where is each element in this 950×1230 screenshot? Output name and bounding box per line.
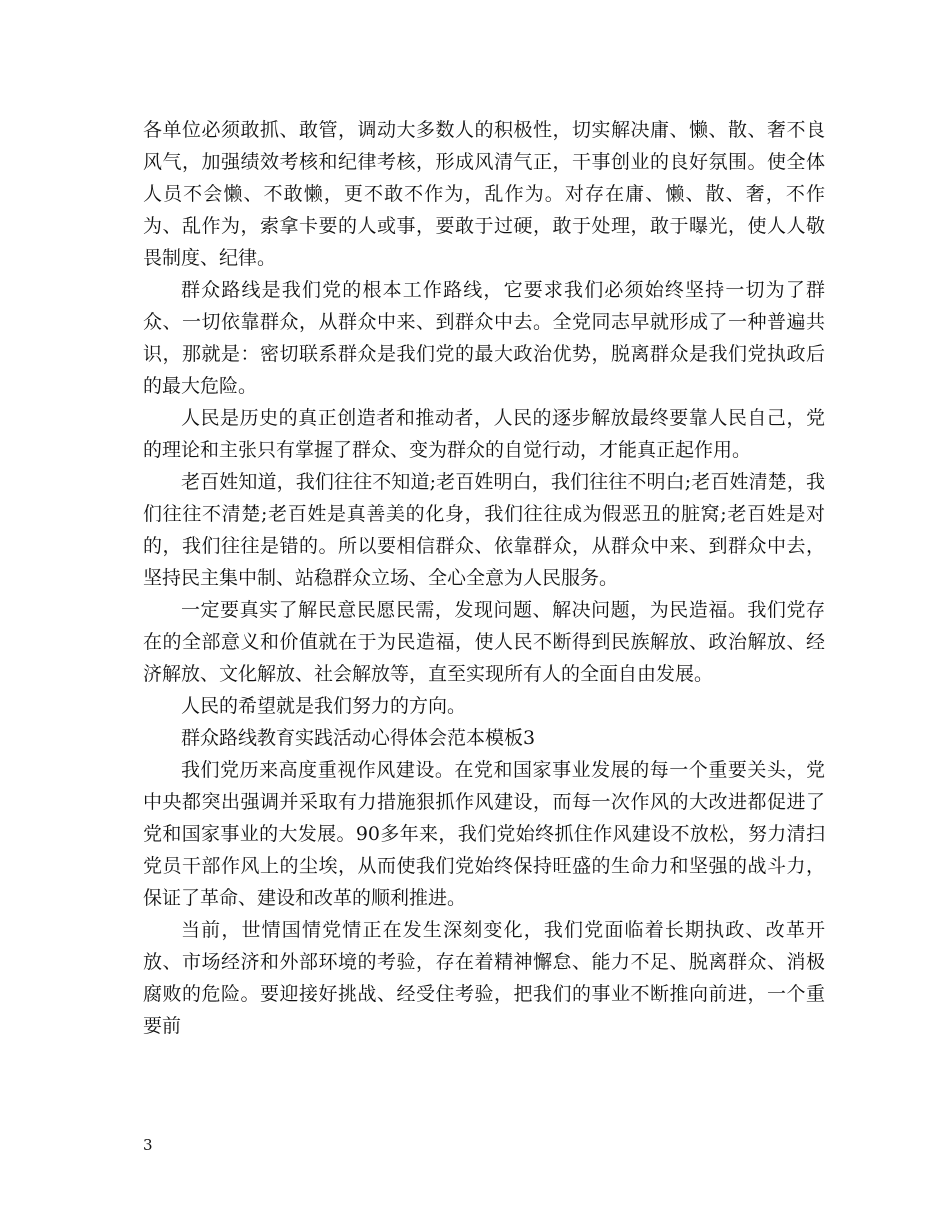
paragraph-common-people: 老百姓知道，我们往往不知道;老百姓明白，我们往往不明白;老百姓清楚，我们往往不清楚;老百姓是真善美的化身，我们往往成为假恶丑的脏窝;老百姓是对的，我们往往是错的。所以要相信群众、依靠群众，从群众中来、到群众中去，坚持民主集中制、站稳群众立场、全心全意为人民服务。 (143, 471, 825, 589)
paragraph-public-opinion: 一定要真实了解民意民愿民需，发现问题、解决问题，为民造福。我们党存在的全部意义和价值就在于为民造福，使人民不断得到民族解放、政治解放、经济解放、文化解放、社会解放等，直至实现所有人的全面自由发展。 (143, 599, 825, 685)
paragraph-people-history: 人民是历史的真正创造者和推动者，人民的逐步解放最终要靠人民自己，党的理论和主张只有掌握了群众、变为群众的自觉行动，才能真正起作用。 (143, 407, 825, 461)
page-number: 3 (143, 1136, 153, 1154)
paragraph-people-hope: 人民的希望就是我们努力的方向。 (181, 695, 467, 717)
paragraph-current-situation: 当前，世情国情党情正在发生深刻变化，我们党面临着长期执政、改革开放、市场经济和外部环境的考验，存在着精神懈怠、能力不足、脱离群众、消极腐败的危险。要迎接好挑战、经受住考验，把我们的事业不断推向前进，一个重要前 (143, 919, 825, 1037)
paragraph-work-style: 我们党历来高度重视作风建设。在党和国家事业发展的每一个重要关头，党中央都突出强调并采取有力措施狠抓作风建设，而每一次作风的大改进都促进了党和国家事业的大发展。90多年来，我们党始终抓住作风建设不放松，努力清扫党员干部作风上的尘埃，从而使我们党始终保持旺盛的生命力和坚强的战斗力，保证了革命、建设和改革的顺利推进。 (143, 759, 825, 909)
section-heading: 群众路线教育实践活动心得体会范本模板3 (181, 727, 536, 749)
paragraph-continuation: 各单位必须敢抓、敢管，调动大多数人的积极性，切实解决庸、懒、散、奢不良风气，加强绩效考核和纪律考核，形成风清气正，干事创业的良好氛围。使全体人员不会懒、不敢懒，更不敢不作为，乱作为。对存在庸、懒、散、奢，不作为、乱作为，索拿卡要的人或事，要敢于过硬，敢于处理，敢于曝光，使人人敬畏制度、纪律。 (143, 119, 825, 269)
paragraph-mass-line: 群众路线是我们党的根本工作路线，它要求我们必须始终坚持一切为了群众、一切依靠群众，从群众中来、到群众中去。全党同志早就形成了一种普遍共识，那就是：密切联系群众是我们党的最大政治优势，脱离群众是我们党执政后的最大危险。 (143, 279, 825, 397)
